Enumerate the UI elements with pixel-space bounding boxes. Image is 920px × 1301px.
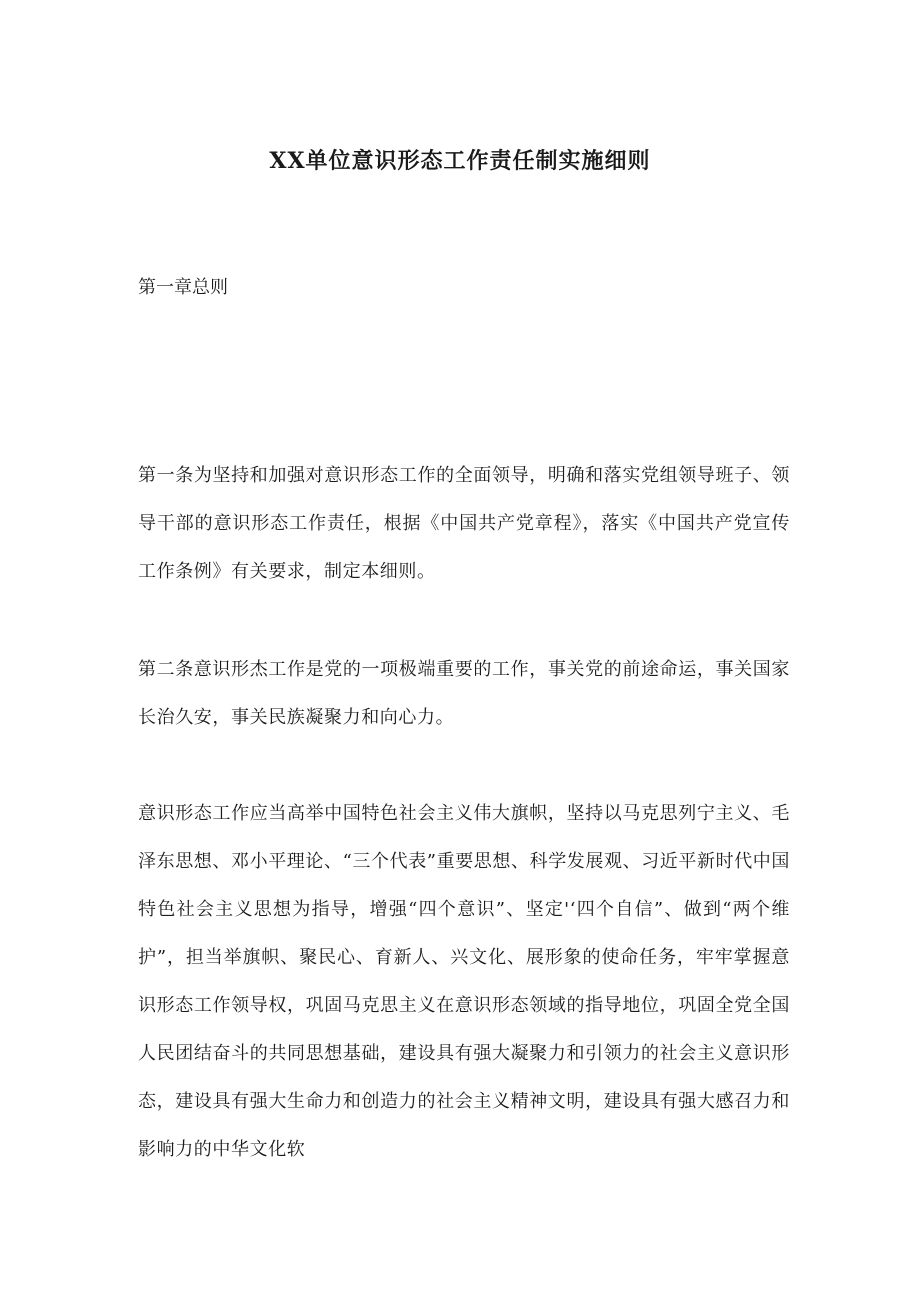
paragraph-article-1: 第一条为坚持和加强对意识形态工作的全面领导，明确和落实党组领导班子、领导干部的意识形态工作责任，根据《中国共产党章程》，落实《中国共产党宣传工作条例》有关要求，制定本细则。 xyxy=(138,465,790,582)
chapter-heading: 第一章总则 xyxy=(138,277,228,298)
paragraph-article-2: 第二条意识形杰工作是党的一项极端重要的工作，事关党的前途命运，事关国家长治久安，事关民族凝聚力和向心力。 xyxy=(138,659,790,728)
paragraph-ideology-work: 意识形态工作应当高举中国特色社会主义伟大旗帜，坚持以马克思列宁主义、毛泽东思想、邓小平理论、“三个代表”重要思想、科学发展观、习近平新时代中国特色社会主义思想为指导，增强“四个意识”、坚定'‘四个自信”、做到“两个维护”，担当举旗帜、聚民心、育新人、兴文化、展形象的使命任务，牢牢掌握意识形态工作领导权，巩固马克思主义在意识形态领域的指导地位，巩固全党全国人民团结奋斗的共同思想基础，建设具有强大凝聚力和引领力的社会主义意识形态，建设具有强大生命力和创造力的社会主义精神文明，建设具有强大感召力和影响力的中华文化软 xyxy=(138,803,791,1160)
document-title: XX单位意识形态工作责任制实施细则 xyxy=(269,148,651,174)
